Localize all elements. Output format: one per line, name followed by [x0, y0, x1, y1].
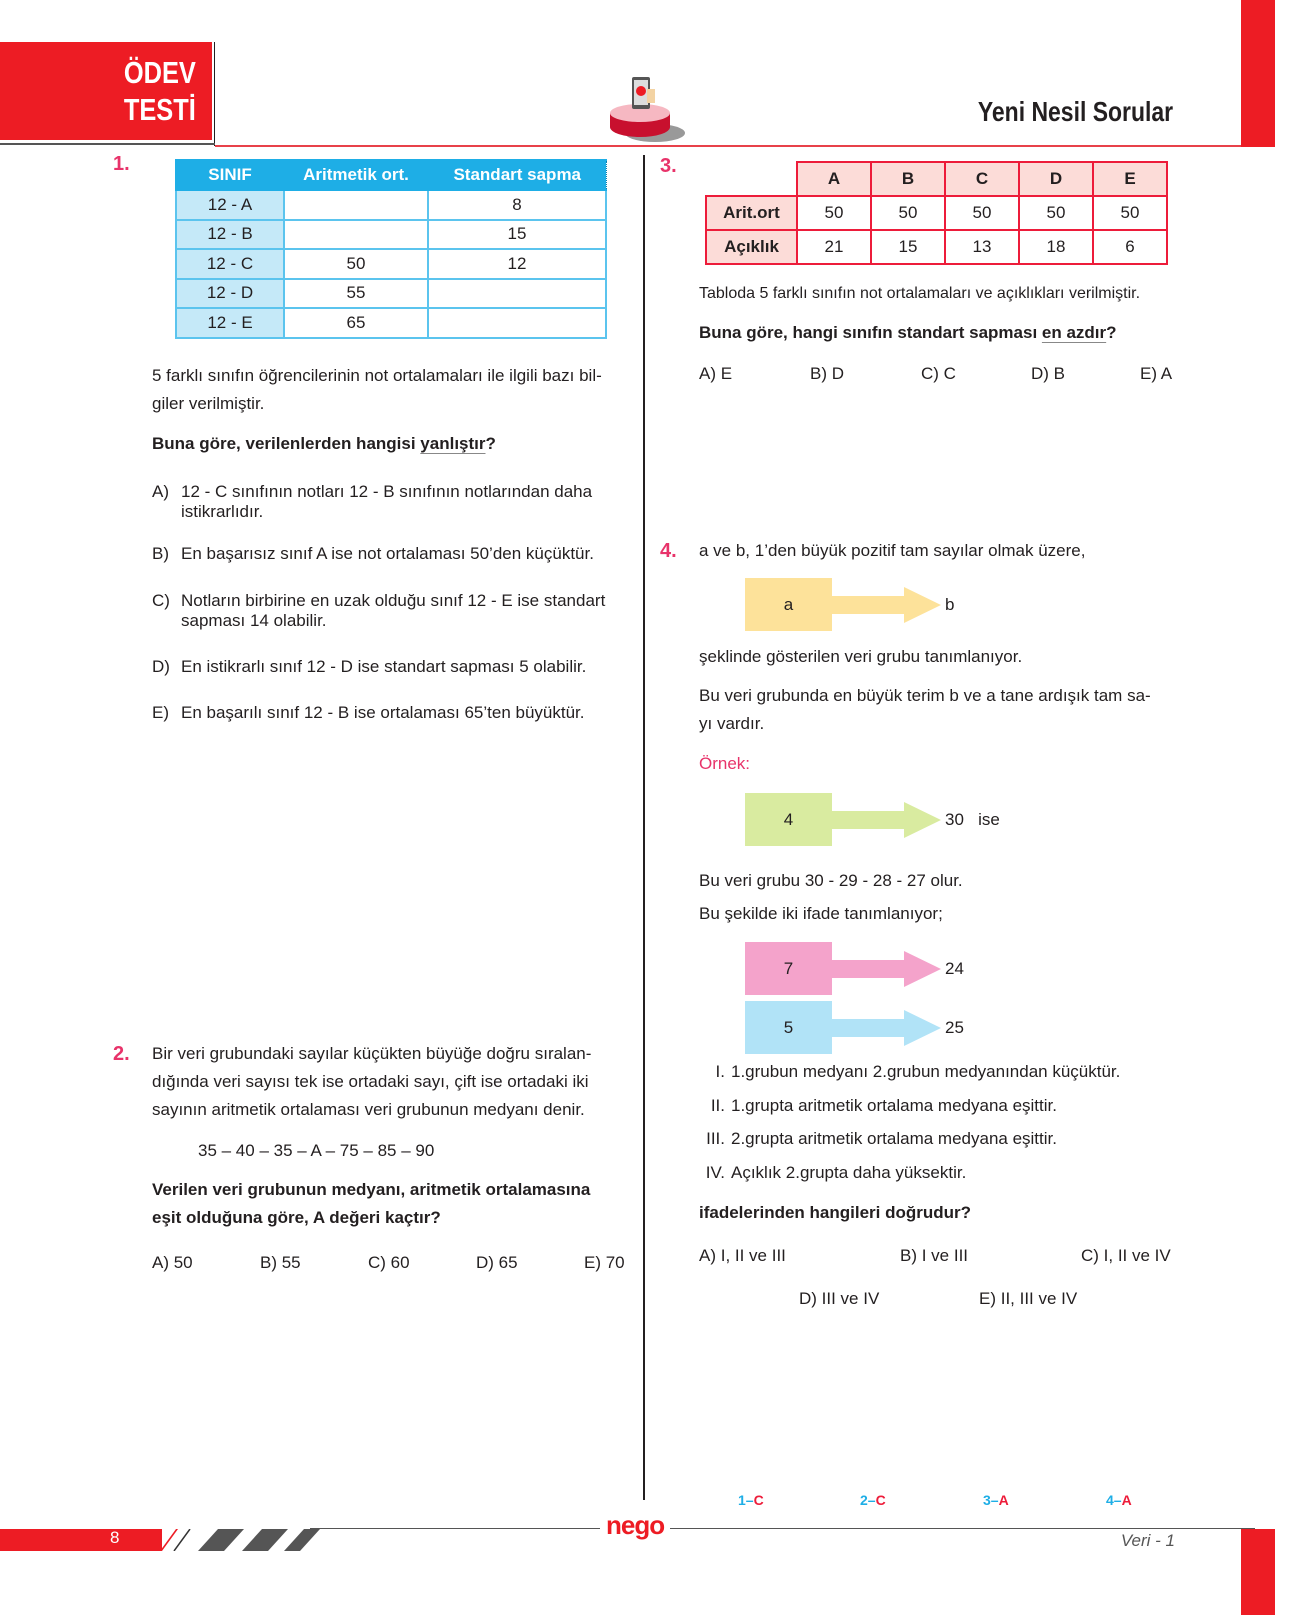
statement-text: 1.grupta aritmetik ortalama medyana eşittir.	[731, 1096, 1057, 1115]
statement-text: Açıklık 2.grupta daha yüksektir.	[731, 1163, 967, 1182]
answer-number: 3–	[983, 1492, 999, 1508]
arrow-shaft	[832, 811, 904, 829]
q3-question-suffix: ?	[1106, 323, 1117, 342]
choice-letter: C)	[152, 591, 170, 610]
footer-page-band	[0, 1529, 162, 1551]
q1-choice-a[interactable]	[152, 482, 622, 522]
column-divider	[643, 155, 645, 1500]
answer-number: 4–	[1106, 1492, 1122, 1508]
q1-cell: 8	[428, 190, 606, 220]
q3-choice-e[interactable]: E) A	[1140, 364, 1173, 383]
q3-choice-c[interactable]: C) C	[921, 364, 956, 383]
header-side-bar	[1241, 0, 1275, 147]
choice-letter: B)	[152, 544, 169, 563]
table-row	[176, 190, 606, 220]
q2-choice-d[interactable]: D) 65	[476, 1253, 518, 1272]
q1-class-table	[175, 159, 607, 339]
q4-choice-e[interactable]: E) II, III ve IV	[979, 1289, 1078, 1308]
q1-cell	[428, 308, 606, 338]
q3-cell: 50	[871, 196, 945, 230]
q3-class-table	[705, 161, 1168, 265]
choice-text: Notların birbirine en uzak olduğu sınıf 12 - E ise standart sapması 14 olabilir.	[181, 591, 606, 630]
choice-letter: E)	[152, 703, 169, 722]
footer-stripes-icon	[160, 1529, 320, 1551]
footer-rule	[310, 1528, 1255, 1529]
arrow-output-value: b	[945, 595, 955, 614]
statement-text: 1.grubun medyanı 2.grubun medyanından küçüktür.	[731, 1062, 1121, 1081]
answer-number: 2–	[860, 1492, 876, 1508]
q2-text-line3: sayının aritmetik ortalaması veri grubunun medyanı denir.	[152, 1100, 585, 1119]
phone-on-pedestal-icon	[605, 75, 690, 145]
choice-text: En başarılı sınıf 12 - B ise ortalaması 65’ten büyüktür.	[181, 703, 585, 722]
arrow-input-value: 5	[783, 1018, 794, 1037]
statement-number: III.	[706, 1129, 725, 1148]
publisher-logo: nego	[600, 1510, 670, 1541]
q2-choice-c[interactable]: C) 60	[368, 1253, 410, 1272]
q4-statement-3	[701, 1129, 1057, 1149]
choice-text: En başarısız sınıf A ise not ortalaması 50’den küçüktür.	[181, 544, 594, 563]
q3-choice-d[interactable]: D) B	[1031, 364, 1065, 383]
q2-text-line1: Bir veri grubundaki sayılar küçükten büyüğe doğru sıralan-	[152, 1044, 592, 1063]
q4-def-text: şeklinde gösterilen veri grubu tanımlanıyor.	[699, 647, 1023, 666]
q3-row-label: Açıklık	[706, 230, 797, 264]
badge-line1: ÖDEV	[123, 55, 196, 90]
q3-header: E	[1093, 162, 1167, 196]
q4-statement-4	[701, 1163, 966, 1183]
q4-choice-b[interactable]: B) I ve III	[900, 1246, 969, 1265]
q1-question-prefix: Buna göre, verilenlerden hangisi	[152, 434, 421, 453]
q3-cell: 50	[797, 196, 871, 230]
q1-question-suffix: ?	[485, 434, 496, 453]
badge-divider	[214, 42, 215, 146]
question-2-number: 2.	[113, 1043, 130, 1065]
arrow-output-value: 24	[945, 959, 964, 978]
table-row	[706, 196, 1167, 230]
answer-key-1	[738, 1492, 764, 1508]
table-row	[176, 249, 606, 279]
arrow-right-icon	[904, 802, 941, 838]
q3-corner	[706, 162, 797, 196]
q3-cell: 15	[871, 230, 945, 264]
arrow-input-value: a	[783, 595, 794, 614]
answer-letter: C	[875, 1492, 886, 1508]
answer-number: 1–	[738, 1492, 754, 1508]
q4-choice-a[interactable]: A) I, II ve III	[699, 1246, 786, 1265]
answer-key-4	[1106, 1492, 1132, 1508]
q4-example-label: Örnek:	[699, 754, 751, 773]
q1-choice-e[interactable]	[152, 703, 622, 723]
arrow-right-icon	[904, 1010, 941, 1046]
choice-letter: A)	[152, 482, 169, 501]
footer-side-bar	[1241, 1529, 1275, 1615]
q1-cell: 12 - D	[176, 279, 284, 309]
q2-question-line2: eşit olduğuna göre, A değeri kaçtır?	[152, 1208, 441, 1227]
table-row	[176, 279, 606, 309]
choice-letter: D)	[152, 657, 170, 676]
q1-intro-line1: 5 farklı sınıfın öğrencilerinin not ortalamaları ile ilgili bazı bil-	[152, 366, 602, 385]
answer-letter: A	[998, 1492, 1009, 1508]
q3-header: C	[945, 162, 1019, 196]
arrow-shaft	[832, 596, 904, 614]
q1-question	[152, 430, 496, 458]
q1-cell: 15	[428, 220, 606, 250]
table-row	[176, 308, 606, 338]
q4-statement-2	[701, 1096, 1057, 1116]
question-1-number: 1.	[113, 153, 130, 175]
q1-cell: 12 - A	[176, 190, 284, 220]
q1-choice-d[interactable]	[152, 657, 622, 677]
q3-header: D	[1019, 162, 1093, 196]
q1-cell: 12 - E	[176, 308, 284, 338]
q4-rule-line2: yı vardır.	[699, 714, 765, 733]
q2-text-line2: dığında veri sayısı tek ise ortadaki sayı, çift ise ortadaki iki	[152, 1072, 589, 1091]
q1-cell	[284, 220, 428, 250]
answer-key-2	[860, 1492, 886, 1508]
q1-cell: 12 - C	[176, 249, 284, 279]
page-subtitle: Yeni Nesil Sorular	[977, 96, 1173, 127]
q4-rule-line1: Bu veri grubunda en büyük terim b ve a tane ardışık tam sa-	[699, 686, 1151, 705]
q1-cell	[284, 190, 428, 220]
statement-number: II.	[710, 1096, 725, 1115]
q3-choice-a[interactable]: A) E	[699, 364, 733, 383]
q3-header: A	[797, 162, 871, 196]
q3-cell: 21	[797, 230, 871, 264]
q4-example-result: Bu veri grubu 30 - 29 - 28 - 27 olur.	[699, 871, 963, 890]
q2-sequence: 35 – 40 – 35 – A – 75 – 85 – 90	[198, 1141, 435, 1160]
q1-choice-b[interactable]	[152, 544, 622, 564]
table-row	[176, 220, 606, 250]
statement-text: 2.grupta aritmetik ortalama medyana eşittir.	[731, 1129, 1057, 1148]
q2-choice-a[interactable]: A) 50	[152, 1253, 193, 1272]
choice-text: En istikrarlı sınıf 12 - D ise standart sapması 5 olabilir.	[181, 657, 587, 676]
q4-choice-d[interactable]: D) III ve IV	[799, 1289, 880, 1308]
q3-cell: 50	[945, 196, 1019, 230]
choice-text: 12 - C sınıfının notları 12 - B sınıfının notlarından daha istikrarlıdır.	[181, 482, 593, 521]
q3-choice-b[interactable]: B) D	[810, 364, 844, 383]
q3-cell: 50	[1019, 196, 1093, 230]
q1-header-ortalama: Aritmetik ort.	[284, 160, 428, 190]
q3-row-label: Arit.ort	[706, 196, 797, 230]
arrow-output-value: 30 ise	[945, 810, 1000, 829]
q1-cell: 65	[284, 308, 428, 338]
q3-intro: Tabloda 5 farklı sınıfın not ortalamaları ve açıklıkları verilmiştir.	[699, 285, 1141, 302]
table-row	[706, 230, 1167, 264]
q1-question-emphasis: yanlıştır	[420, 434, 486, 453]
q2-choice-e[interactable]: E) 70	[584, 1253, 625, 1272]
q4-intro: a ve b, 1’den büyük pozitif tam sayılar olmak üzere,	[699, 541, 1086, 560]
badge-line2: TESTİ	[123, 92, 196, 127]
arrow-input-value: 7	[783, 959, 794, 978]
q2-choice-b[interactable]: B) 55	[260, 1253, 301, 1272]
q1-cell: 12	[428, 249, 606, 279]
q3-cell: 13	[945, 230, 1019, 264]
q3-cell: 50	[1093, 196, 1167, 230]
arrow-output-value: 25	[945, 1018, 964, 1037]
arrow-input-value: 4	[783, 810, 794, 829]
q2-question-line1: Verilen veri grubunun medyanı, aritmetik ortalamasına	[152, 1180, 591, 1199]
q1-cell: 12 - B	[176, 220, 284, 250]
q1-header-sinif: SINIF	[176, 160, 284, 190]
question-4-number: 4.	[660, 540, 677, 562]
q1-choice-c[interactable]	[152, 591, 622, 631]
question-3-number: 3.	[660, 155, 677, 177]
q1-cell: 55	[284, 279, 428, 309]
header-rule	[215, 145, 1275, 147]
q1-intro-line2: giler verilmiştir.	[152, 394, 265, 413]
q3-question	[699, 319, 1117, 347]
q4-choice-c[interactable]: C) I, II ve IV	[1081, 1246, 1171, 1265]
answer-key-3	[983, 1492, 1009, 1508]
q3-cell: 6	[1093, 230, 1167, 264]
arrow-shaft	[832, 1019, 904, 1037]
section-label: Veri - 1	[1120, 1531, 1175, 1550]
arrow-right-icon	[904, 587, 941, 623]
arrow-shaft	[832, 960, 904, 978]
q3-header: B	[871, 162, 945, 196]
page-number: 8	[110, 1528, 120, 1547]
badge-title	[124, 54, 196, 128]
q4-two-defs: Bu şekilde iki ifade tanımlanıyor;	[699, 904, 943, 923]
q4-statement-1	[701, 1062, 1120, 1082]
arrow-right-icon	[904, 951, 941, 987]
answer-letter: A	[1121, 1492, 1132, 1508]
odev-testi-badge	[0, 42, 212, 140]
q3-cell: 18	[1019, 230, 1093, 264]
q1-cell	[428, 279, 606, 309]
answer-letter: C	[753, 1492, 764, 1508]
q3-question-emphasis: en azdır	[1041, 323, 1107, 342]
q3-question-prefix: Buna göre, hangi sınıfın standart sapması	[699, 323, 1042, 342]
statement-number: I.	[715, 1062, 725, 1081]
q1-cell: 50	[284, 249, 428, 279]
statement-number: IV.	[705, 1163, 725, 1182]
q4-question: ifadelerinden hangileri doğrudur?	[699, 1203, 972, 1222]
badge-underline	[0, 143, 215, 145]
q1-header-sapma: Standart sapma	[428, 160, 606, 190]
